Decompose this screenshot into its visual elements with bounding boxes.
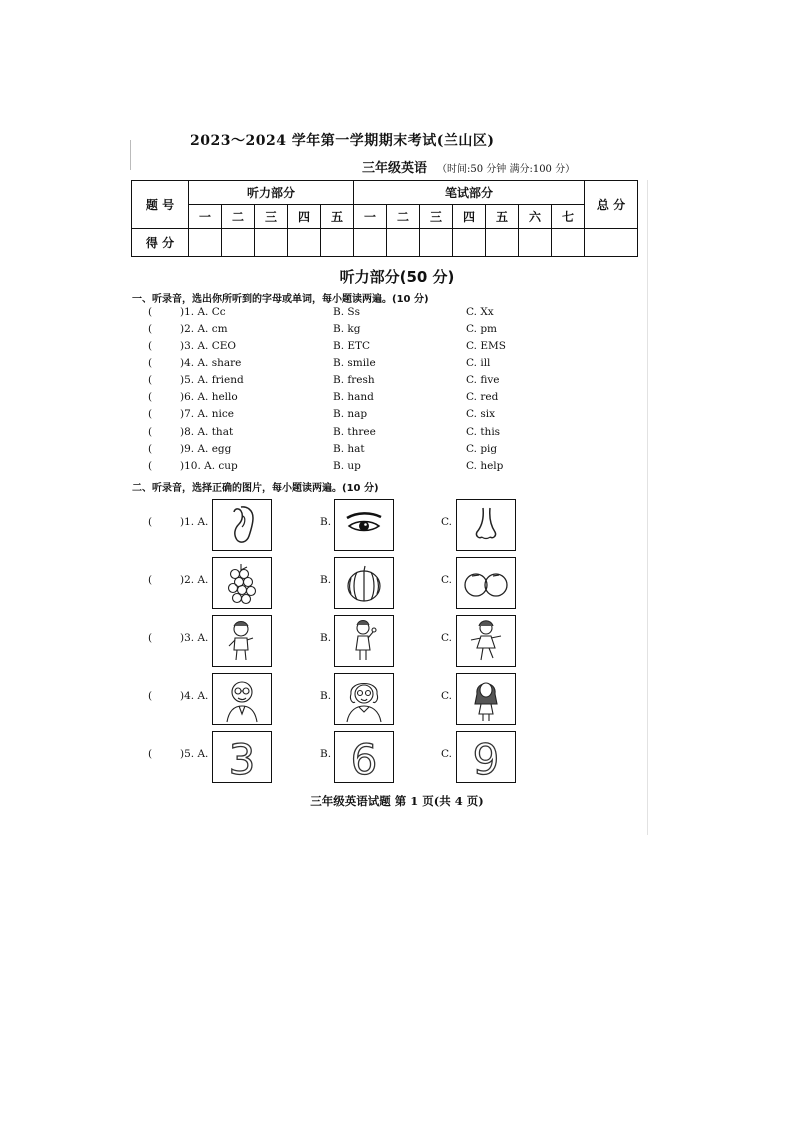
option-c-label: C. — [441, 574, 452, 586]
writing-col: 三 — [420, 205, 453, 229]
option-c: C. ill — [466, 357, 491, 369]
option-c-label: C. — [441, 690, 452, 702]
page-footer: 三年级英语试题 第 1 页(共 4 页) — [310, 794, 484, 808]
eye-icon[interactable] — [334, 499, 394, 551]
option-a: )10. A. cup — [180, 460, 238, 472]
digit-nine: 9 — [472, 735, 500, 782]
option-b-label: B. — [320, 748, 332, 760]
option-c: C. pm — [466, 323, 498, 335]
writing-header: 笔试部分 — [354, 181, 585, 205]
answer-paren: ( — [148, 748, 153, 760]
total-header: 总 分 — [585, 181, 638, 229]
subject-label: 三年级英语 — [362, 161, 428, 176]
option-c: C. six — [466, 408, 496, 420]
answer-paren: ( — [148, 574, 153, 586]
writing-col: 七 — [552, 205, 585, 229]
score-cell[interactable] — [453, 229, 486, 257]
digit-six: 6 — [350, 735, 378, 782]
answer-paren: ( — [148, 426, 153, 438]
girl-icon[interactable] — [334, 615, 394, 667]
option-b: B. ETC — [333, 340, 371, 352]
score-cell[interactable] — [387, 229, 420, 257]
option-c-label: C. — [441, 632, 452, 644]
answer-paren: ( — [148, 632, 153, 644]
option-c: C. Xx — [466, 306, 494, 318]
score-cell[interactable] — [321, 229, 354, 257]
option-b-label: B. — [320, 574, 332, 586]
number-nine-icon[interactable] — [456, 731, 516, 783]
grandpa-icon[interactable] — [212, 673, 272, 725]
option-b: B. hand — [333, 391, 374, 403]
score-cell[interactable] — [519, 229, 552, 257]
score-cell[interactable] — [354, 229, 387, 257]
score-table — [131, 180, 638, 257]
col-label: 题 号 — [132, 181, 189, 229]
exam-subline — [362, 157, 575, 176]
score-cell[interactable] — [486, 229, 519, 257]
option-b: B. fresh — [333, 374, 375, 386]
option-b-label: B. — [320, 516, 332, 528]
nose-icon[interactable] — [456, 499, 516, 551]
answer-paren: ( — [148, 443, 153, 455]
girl-dancing-icon[interactable] — [456, 615, 516, 667]
option-c: C. five — [466, 374, 500, 386]
digit-three: 3 — [228, 735, 256, 782]
part1-instruction: 一、听录音，选出你所听到的字母或单词，每小题读两遍。(10 分) — [132, 294, 429, 305]
option-b: B. up — [333, 460, 361, 472]
option-a: )4. A. share — [180, 357, 242, 369]
watermelon-icon[interactable] — [334, 557, 394, 609]
option-a: )9. A. egg — [180, 443, 232, 455]
option-b: B. kg — [333, 323, 361, 335]
option-a-label: )3. A. — [180, 632, 209, 644]
writing-col: 六 — [519, 205, 552, 229]
answer-paren: ( — [148, 408, 153, 420]
option-c: C. this — [466, 426, 501, 438]
option-c-label: C. — [441, 516, 452, 528]
ear-icon[interactable] — [212, 499, 272, 551]
listening-col: 三 — [255, 205, 288, 229]
option-b: B. smile — [333, 357, 376, 369]
listening-col: 一 — [189, 205, 222, 229]
answer-paren: ( — [148, 516, 153, 528]
boy-icon[interactable] — [212, 615, 272, 667]
exam-info: （时间:50 分钟 满分:100 分） — [437, 164, 576, 175]
option-a-label: )4. A. — [180, 690, 209, 702]
option-b-label: B. — [320, 690, 332, 702]
writing-col: 四 — [453, 205, 486, 229]
option-c: C. pig — [466, 443, 498, 455]
option-a-label: )2. A. — [180, 574, 209, 586]
option-b: B. hat — [333, 443, 365, 455]
grandma-icon[interactable] — [334, 673, 394, 725]
answer-paren: ( — [148, 323, 153, 335]
writing-col: 一 — [354, 205, 387, 229]
answer-paren: ( — [148, 391, 153, 403]
option-a: )3. A. CEO — [180, 340, 237, 352]
part2-instruction: 二、听录音，选择正确的图片，每小题读两遍。(10 分) — [132, 483, 379, 494]
scan-edge — [130, 140, 131, 170]
option-c: C. help — [466, 460, 504, 472]
score-cell[interactable] — [552, 229, 585, 257]
score-cell[interactable] — [189, 229, 222, 257]
option-b-label: B. — [320, 632, 332, 644]
number-six-icon[interactable] — [334, 731, 394, 783]
option-a: )6. A. hello — [180, 391, 238, 403]
option-b: B. three — [333, 426, 376, 438]
girl-long-hair-icon[interactable] — [456, 673, 516, 725]
option-a: )2. A. cm — [180, 323, 228, 335]
answer-paren: ( — [148, 690, 153, 702]
grapes-icon[interactable] — [212, 557, 272, 609]
option-b: B. nap — [333, 408, 368, 420]
total-score-cell[interactable] — [585, 229, 638, 257]
writing-col: 五 — [486, 205, 519, 229]
option-c-label: C. — [441, 748, 452, 760]
option-a: )8. A. that — [180, 426, 234, 438]
section-title: 听力部分(50 分) — [339, 268, 455, 286]
answer-paren: ( — [148, 306, 153, 318]
option-a: )7. A. nice — [180, 408, 234, 420]
score-cell[interactable] — [222, 229, 255, 257]
exam-title: 2023～2024 学年第一学期期末考试(兰山区) — [190, 133, 495, 149]
listening-col: 五 — [321, 205, 354, 229]
option-c: C. red — [466, 391, 499, 403]
score-cell[interactable] — [255, 229, 288, 257]
answer-paren: ( — [148, 374, 153, 386]
writing-col: 二 — [387, 205, 420, 229]
score-cell[interactable] — [288, 229, 321, 257]
listening-col: 四 — [288, 205, 321, 229]
option-c: C. EMS — [466, 340, 506, 352]
option-b: B. Ss — [333, 306, 360, 318]
oranges-icon[interactable] — [456, 557, 516, 609]
answer-paren: ( — [148, 460, 153, 472]
number-three-icon[interactable] — [212, 731, 272, 783]
option-a: )5. A. friend — [180, 374, 244, 386]
option-a-label: )1. A. — [180, 516, 209, 528]
listening-col: 二 — [222, 205, 255, 229]
score-cell[interactable] — [420, 229, 453, 257]
listening-header: 听力部分 — [189, 181, 354, 205]
option-a: )1. A. Cc — [180, 306, 226, 318]
answer-paren: ( — [148, 340, 153, 352]
score-label: 得 分 — [132, 229, 189, 257]
option-a-label: )5. A. — [180, 748, 209, 760]
answer-paren: ( — [148, 357, 153, 369]
